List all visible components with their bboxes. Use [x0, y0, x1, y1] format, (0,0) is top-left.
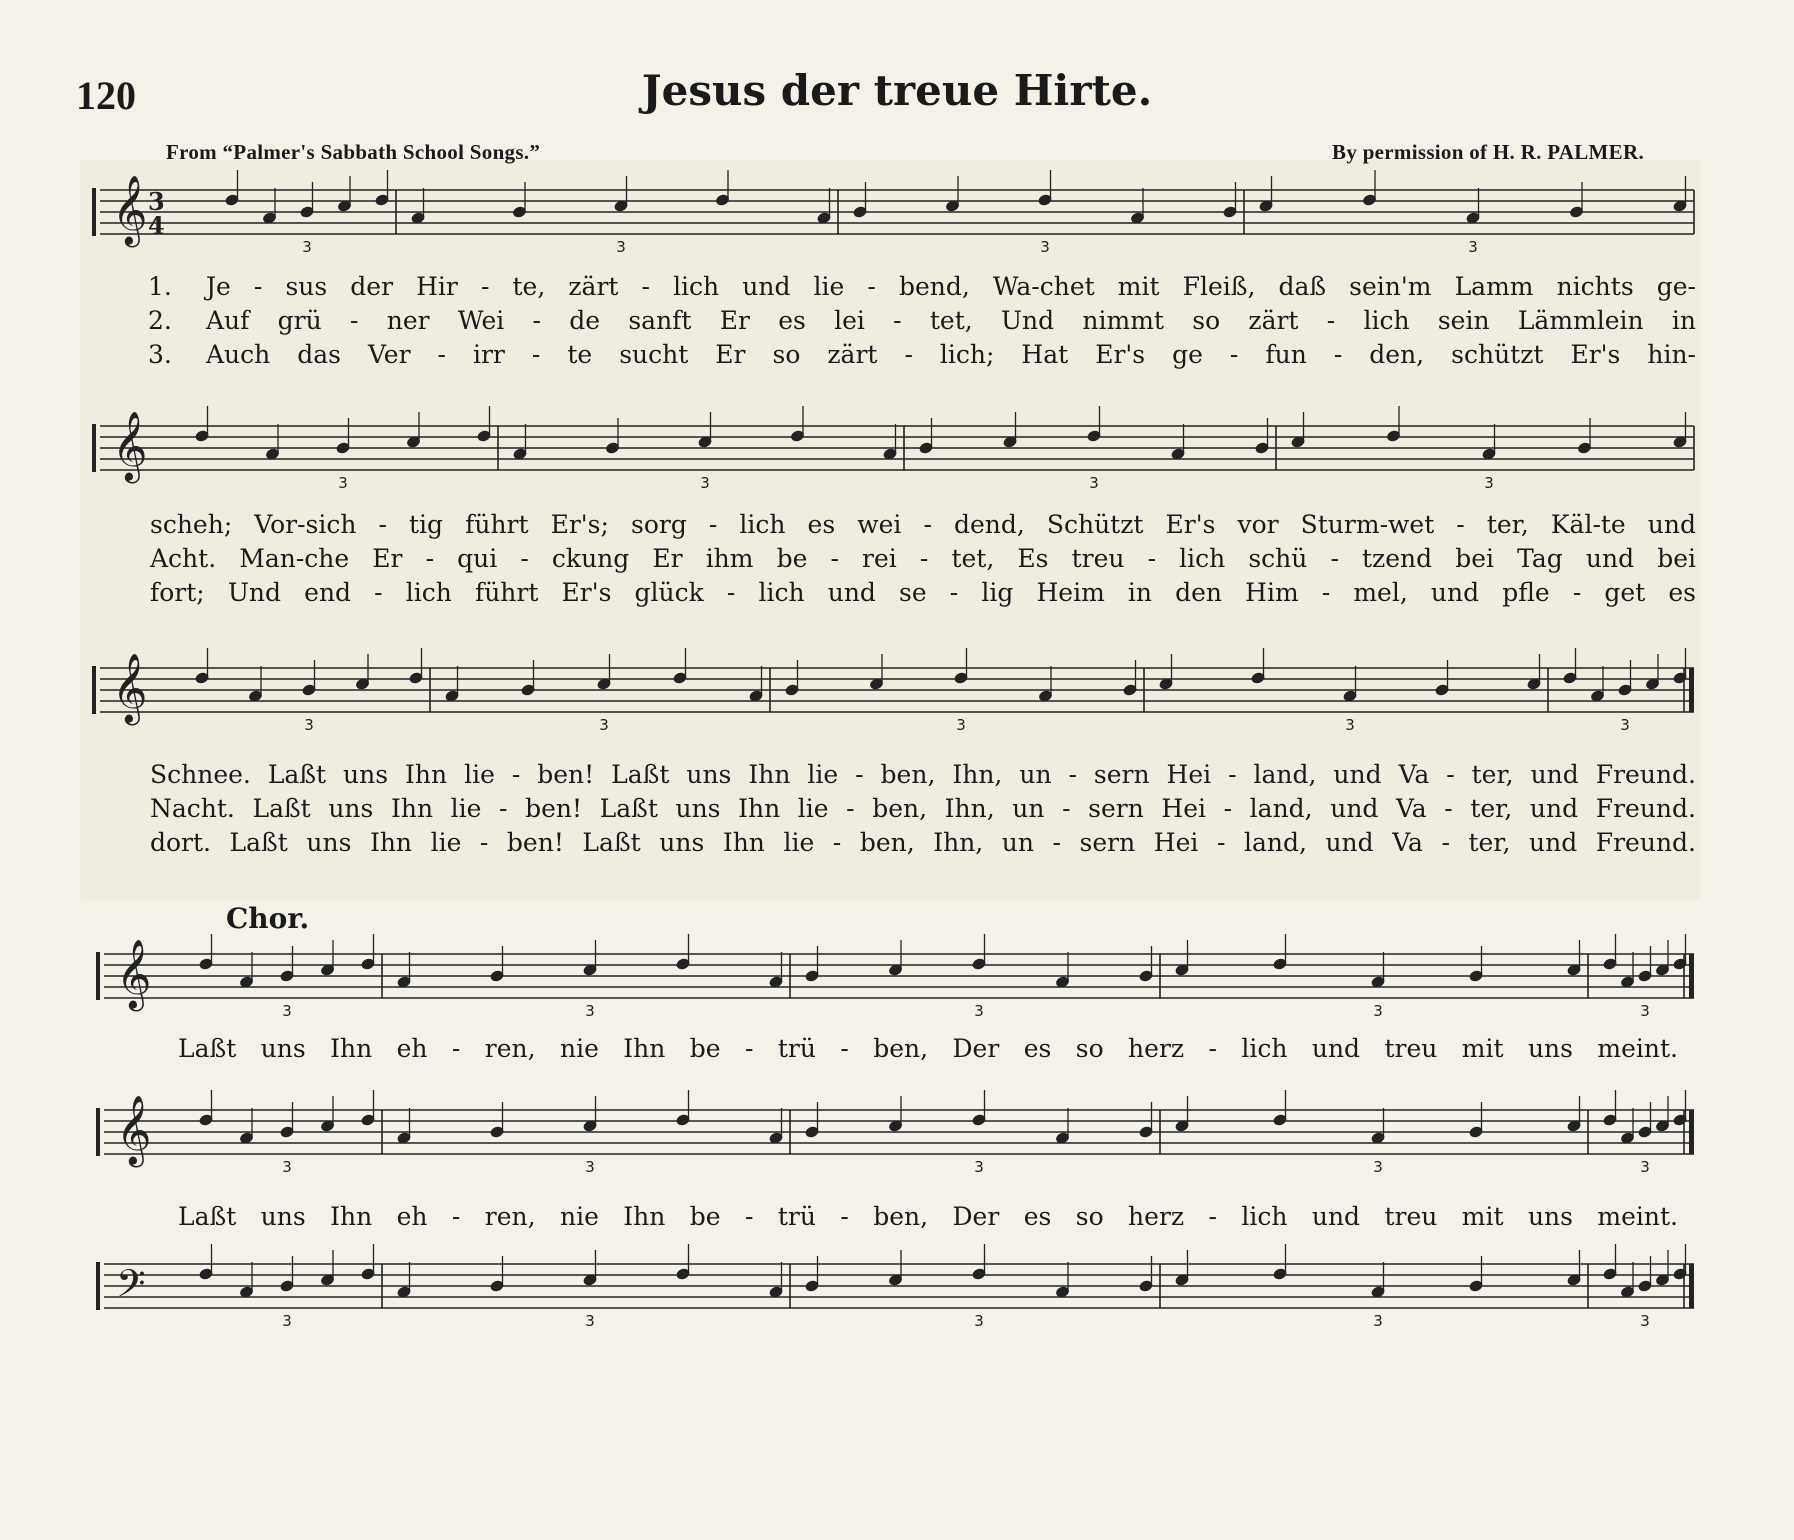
system-bar — [96, 1108, 100, 1156]
system-bar — [96, 952, 100, 1000]
verse-3-line-2 — [0, 578, 1794, 612]
system-bar — [92, 188, 96, 236]
chorus-label: Chor. — [226, 902, 310, 935]
chorus-staff-top — [0, 939, 1794, 1046]
permission-credit: By permission of H. R. PALMER. — [1332, 140, 1644, 164]
lyric-text: Auch das Ver - irr - te sucht Er so zärt - lich; Hat Er's ge - fun - den, schützt Er's hin- — [206, 340, 1696, 369]
lyric-text: Auf grü - ner Wei - de sanft Er es lei - tet, Und nimmt so zärt - lich sein Lämmlein in — [206, 306, 1696, 335]
treble-clef-icon: 𝄞 — [116, 939, 152, 1009]
staff-system-2 — [0, 412, 1794, 522]
triplet-marker: 3 — [956, 716, 966, 734]
triplet-marker: 3 — [616, 238, 626, 256]
lyric-text: Je - sus der Hir - te, zärt - lich und lie - bend, Wa-chet mit Fleiß, daß sein'm Lamm nichts ge- — [206, 272, 1696, 301]
triplet-marker: 3 — [974, 1002, 984, 1020]
hymn-title: Jesus der treue Hirte. — [641, 66, 1153, 115]
system-bar — [96, 1262, 100, 1310]
triplet-marker: 3 — [1089, 474, 1099, 492]
final-bar-thick — [1689, 1110, 1694, 1154]
treble-clef-icon: 𝄞 — [112, 175, 148, 245]
system-bar — [92, 424, 96, 472]
triplet-marker: 3 — [585, 1158, 595, 1176]
triplet-marker: 3 — [1468, 238, 1478, 256]
chorus-lyric-bottom — [0, 1202, 1794, 1236]
triplet-marker: 3 — [1373, 1312, 1383, 1330]
triplet-marker: 3 — [585, 1312, 595, 1330]
lyric-text: dort. Laßt uns Ihn lie - ben! Laßt uns Ihn lie - ben, Ihn, un - sern Hei - land, und Va - ter, und Freund. — [150, 828, 1696, 857]
triplet-marker: 3 — [338, 474, 348, 492]
triplet-marker: 3 — [1373, 1158, 1383, 1176]
verse-number: 1. — [148, 272, 172, 301]
chorus-lyric-top — [0, 1034, 1794, 1068]
time-signature-top: 3 — [148, 187, 165, 216]
triplet-marker: 3 — [1640, 1312, 1650, 1330]
lyric-text: Schnee. Laßt uns Ihn lie - ben! Laßt uns Ihn lie - ben, Ihn, un - sern Hei - land, und Va - ter, und Freund. — [150, 760, 1696, 789]
verse-2-line-1 — [0, 306, 1794, 340]
triplet-marker: 3 — [282, 1312, 292, 1330]
verse-2-line-2 — [0, 544, 1794, 578]
verse-3-line-3 — [0, 828, 1794, 862]
triplet-marker: 3 — [282, 1002, 292, 1020]
verse-3-line-1 — [0, 340, 1794, 374]
time-signature-bottom: 4 — [148, 211, 165, 240]
final-bar-thick — [1689, 668, 1694, 712]
staff-system-3 — [0, 654, 1794, 764]
triplet-marker: 3 — [1040, 238, 1050, 256]
triplet-marker: 3 — [700, 474, 710, 492]
chorus-staff-bass — [0, 1254, 1794, 1354]
lyric-text: Laßt uns Ihn eh - ren, nie Ihn be - trü - ben, Der es so herz - lich und treu mit uns meint. — [178, 1034, 1678, 1063]
triplet-marker: 3 — [1640, 1158, 1650, 1176]
staff-system-1 — [0, 176, 1794, 286]
bass-clef-icon: 𝄢 — [116, 1261, 146, 1315]
final-bar-thick — [1689, 1264, 1694, 1308]
system-bar — [92, 666, 96, 714]
triplet-marker: 3 — [1620, 716, 1630, 734]
triplet-marker: 3 — [974, 1158, 984, 1176]
triplet-marker: 3 — [302, 238, 312, 256]
triplet-marker: 3 — [1484, 474, 1494, 492]
page-number: 120 — [76, 73, 136, 118]
lyric-text: Nacht. Laßt uns Ihn lie - ben! Laßt uns Ihn lie - ben, Ihn, un - sern Hei - land, und Va - ter, und Freund. — [150, 794, 1696, 823]
triplet-marker: 3 — [599, 716, 609, 734]
triplet-marker: 3 — [1345, 716, 1355, 734]
verse-2-line-3 — [0, 794, 1794, 828]
treble-clef-icon: 𝄞 — [116, 1095, 152, 1165]
verse-1-line-2 — [0, 510, 1794, 544]
lyric-text: fort; Und end - lich führt Er's glück - lich und se - lig Heim in den Him - mel, und pfle - get es — [150, 578, 1696, 607]
lyric-text: Acht. Man-che Er - qui - ckung Er ihm be - rei - tet, Es treu - lich schü - tzend bei Tag und bei — [150, 544, 1696, 573]
chorus-staff-middle — [0, 1095, 1794, 1200]
source-credit: From “Palmer's Sabbath School Songs.” — [166, 140, 541, 164]
triplet-marker: 3 — [585, 1002, 595, 1020]
final-bar-thick — [1689, 954, 1694, 998]
lyric-text: Laßt uns Ihn eh - ren, nie Ihn be - trü - ben, Der es so herz - lich und treu mit uns meint. — [178, 1202, 1678, 1231]
triplet-marker: 3 — [1373, 1002, 1383, 1020]
triplet-marker: 3 — [1640, 1002, 1650, 1020]
verse-number: 3. — [148, 340, 172, 369]
lyric-text: scheh; Vor-sich - tig führt Er's; sorg - lich es wei - dend, Schützt Er's vor Sturm-wet - ter, Käl-te und — [150, 510, 1696, 539]
verse-1-line-1 — [0, 272, 1794, 306]
treble-clef-icon: 𝄞 — [112, 653, 148, 723]
verse-number: 2. — [148, 306, 172, 335]
triplet-marker: 3 — [304, 716, 314, 734]
verse-1-line-3 — [0, 760, 1794, 794]
treble-clef-icon: 𝄞 — [112, 411, 148, 481]
triplet-marker: 3 — [282, 1158, 292, 1176]
triplet-marker: 3 — [974, 1312, 984, 1330]
